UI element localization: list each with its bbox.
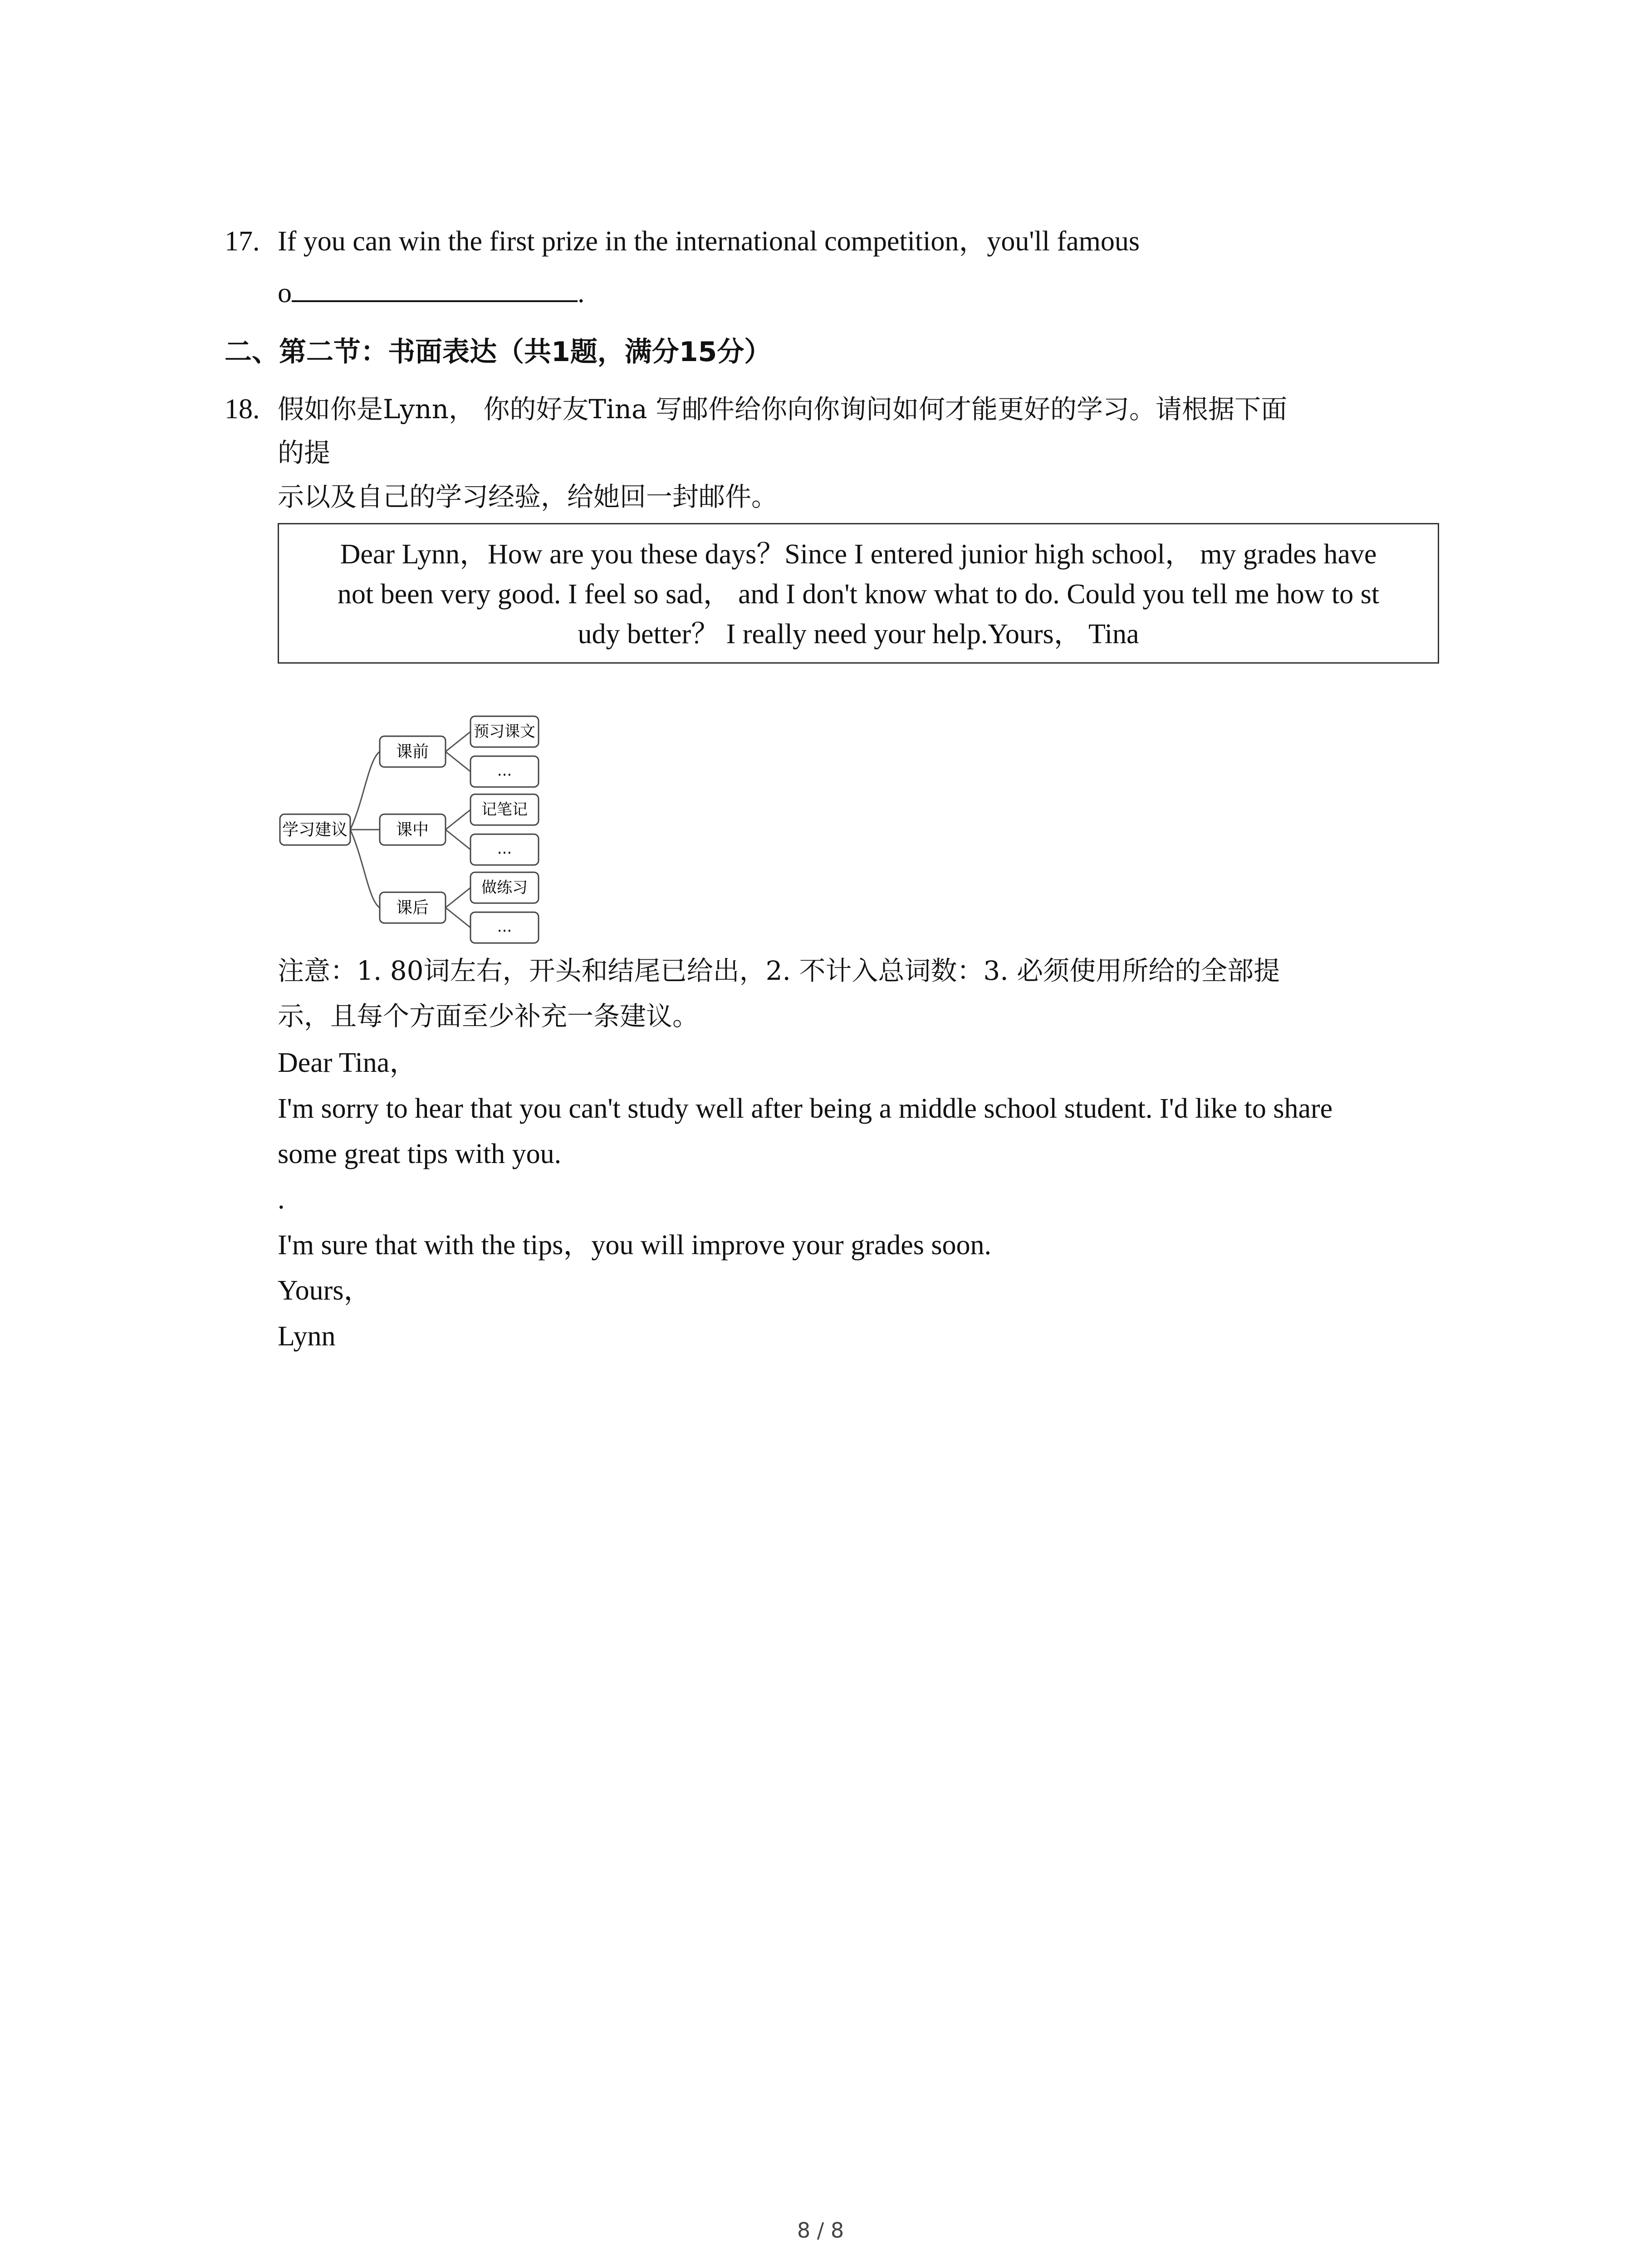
study-tips-mindmap [278,710,550,946]
mindmap-connector [446,810,470,830]
question-17-suffix: . [578,278,585,308]
mindmap-connector [446,830,470,850]
letter-signature: Lynn [278,1321,336,1352]
mindmap-leaf-label: 记笔记 [481,801,528,819]
tina-email-line-1: Dear Lynn，How are you these days？Since I entered junior high school， my grades have [340,539,1377,570]
mindmap-leaf-label: 做练习 [481,879,528,897]
letter-body-line-1: I'm sorry to hear that you can't study well after being a middle school student. I'd like to share [278,1093,1333,1124]
mindmap-connector [446,752,470,772]
mindmap-leaf-label: ... [497,762,512,780]
tina-email-line-3: udy better？ I really need your help.Yours， Tina [578,619,1139,650]
mindmap-leaf-label: ... [497,840,512,858]
mindmap-connector [350,830,380,908]
mindmap-branch-label: 课中 [396,821,429,839]
note-line-2: 示，且每个方面至少补充一条建议。 [278,1001,699,1031]
tina-email-line-2: not been very good. I feel so sad， and I don't know what to do. Could you tell me how to st [337,579,1380,610]
question-18-prompt-line3: 示以及自己的学习经验，给她回一封邮件。 [278,481,778,512]
letter-closing-line: I'm sure that with the tips，you will improve your grades soon. [278,1230,992,1261]
mindmap-connector [446,908,470,928]
letter-answer-placeholder[interactable]: . [278,1184,285,1215]
question-17-line1: If you can win the first prize in the international competition，you'll famous [278,226,1140,257]
mindmap-connector [350,752,380,830]
answer-blank[interactable] [292,274,578,302]
tina-email-box [278,523,1439,664]
question-17-line2 [278,274,585,311]
question-18-prompt-line1: 假如你是Lynn， 你的好友Tina 写邮件给你向你询问如何才能更好的学习。请根据下面 [278,394,1288,425]
mindmap-branch-label: 课前 [396,743,429,761]
letter-body-line-2: some great tips with you. [278,1139,562,1169]
mindmap-connector [446,732,470,752]
page-indicator: 8 / 8 [797,2218,844,2243]
mindmap-branch-label: 课后 [396,899,429,917]
mindmap-svg [278,710,550,946]
section-title: 二、第二节：书面表达（共1题，满分15分） [225,336,772,368]
letter-greeting: Dear Tina， [278,1047,418,1078]
question-17-number: 17. [225,226,260,257]
question-17-prefix: o [278,278,292,308]
mindmap-connector [446,888,470,908]
mindmap-leaf-label: 预习课文 [474,723,535,741]
question-18-number: 18. [225,394,260,425]
question-18-prompt-line2: 的提 [278,437,331,468]
letter-signoff: Yours， [278,1275,372,1306]
note-line-1: 注意：1. 80词左右，开头和结尾已给出，2. 不计入总词数：3. 必须使用所给的全部提 [278,955,1280,986]
mindmap-leaf-label: ... [497,918,512,936]
mindmap-root-label: 学习建议 [282,821,348,839]
